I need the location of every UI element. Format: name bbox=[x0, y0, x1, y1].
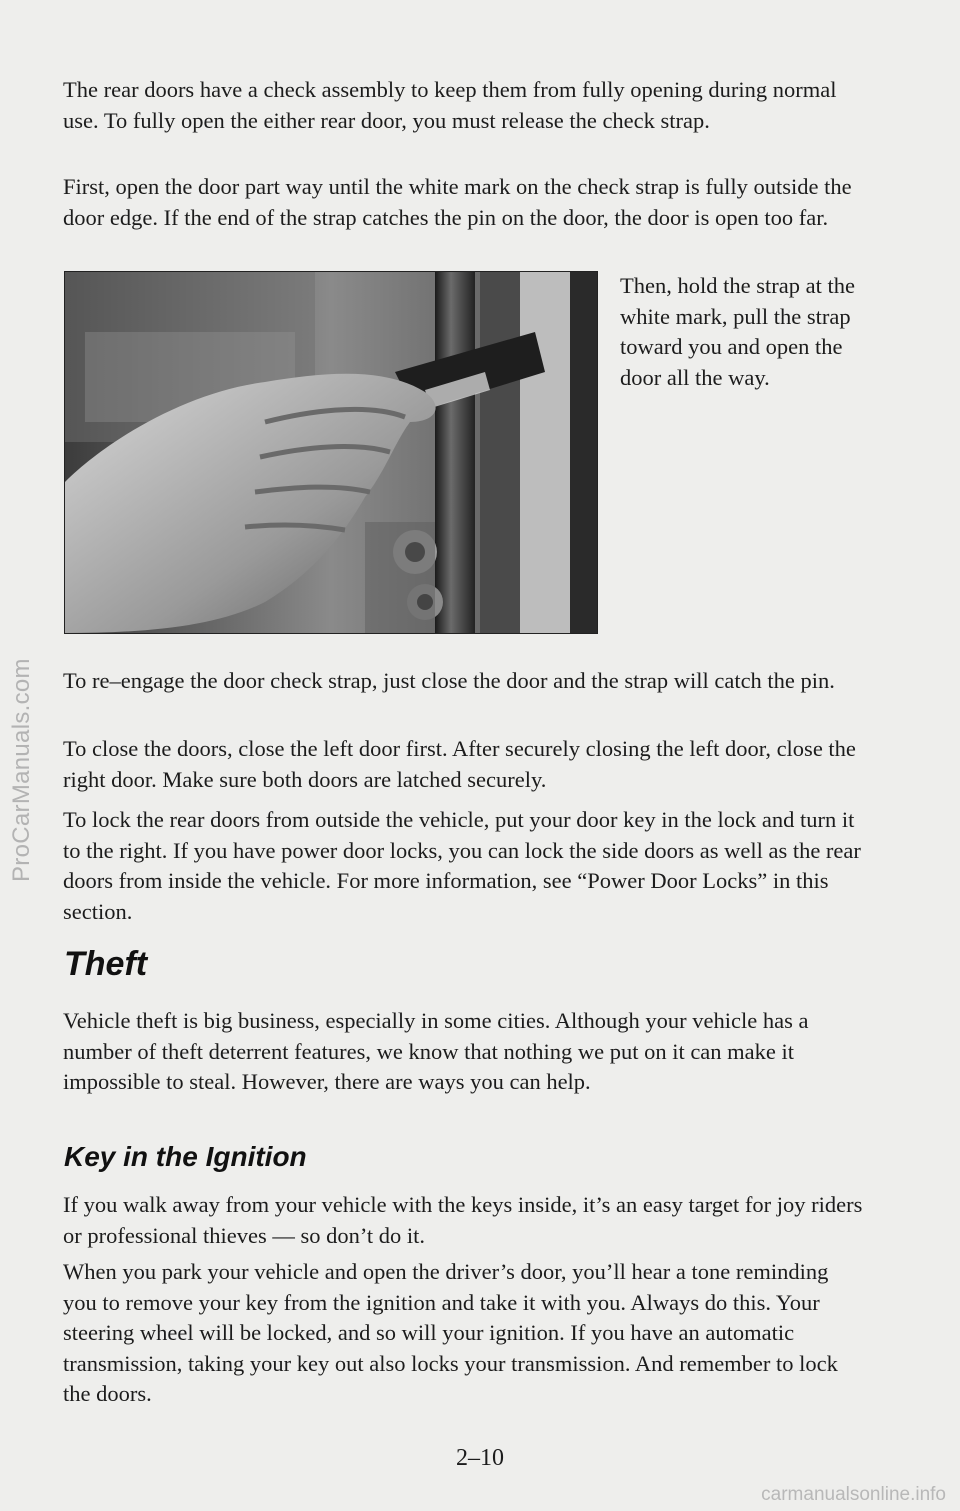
heading-theft: Theft bbox=[64, 945, 148, 983]
paragraph-check-assembly: The rear doors have a check assembly to keep them from fully opening during normal use. To fully open the either rear door, you must release the check strap. bbox=[63, 77, 837, 133]
paragraph-close-doors: To close the doors, close the left door first. After securely closing the left door, close the right door. Make sure both doors are latched securely. bbox=[63, 736, 856, 792]
page-number: 2–10 bbox=[456, 1445, 504, 1471]
paragraph-open-part-way: First, open the door part way until the white mark on the check strap is fully outside the door edge. If the end of the strap catches the pin on the door, the door is open too far. bbox=[63, 174, 852, 230]
paragraph-hold-strap: Then, hold the strap at the white mark, pull the strap toward you and open the door all the way. bbox=[620, 273, 855, 390]
door-check-strap-photo-drawing bbox=[65, 272, 597, 633]
door-check-strap-photo bbox=[64, 271, 598, 634]
heading-key-in-ignition: Key in the Ignition bbox=[64, 1141, 307, 1172]
paragraph-keys-inside: If you walk away from your vehicle with the keys inside, it’s an easy target for joy riders or professional thieves — so don’t do it. bbox=[63, 1192, 863, 1248]
watermark-bottom: carmanualsonline.info bbox=[761, 1484, 946, 1505]
paragraph-re-engage: To re–engage the door check strap, just close the door and the strap will catch the pin. bbox=[63, 668, 835, 693]
paragraph-lock-rear-doors: To lock the rear doors from outside the vehicle, put your door key in the lock and turn it to the right. If you have power door locks, you can lock the side doors as well as the rear doors from inside the vehicle. For more information, see “Power Door Locks” in this section. bbox=[63, 807, 861, 924]
paragraph-vehicle-theft: Vehicle theft is big business, especially in some cities. Although your vehicle has a number of theft deterrent features, we know that nothing we put on it can make it impossible to steal. However, there are ways you can help. bbox=[63, 1008, 809, 1094]
paragraph-park-vehicle: When you park your vehicle and open the driver’s door, you’ll hear a tone reminding you to remove your key from the ignition and take it with you. Always do this. Your steering wheel will be locked, and so will your ignition. If you have an automatic transmission, taking your key out also locks your transmission. And remember to lock the doors. bbox=[63, 1259, 838, 1406]
watermark-side: ProCarManuals.com bbox=[8, 658, 35, 882]
